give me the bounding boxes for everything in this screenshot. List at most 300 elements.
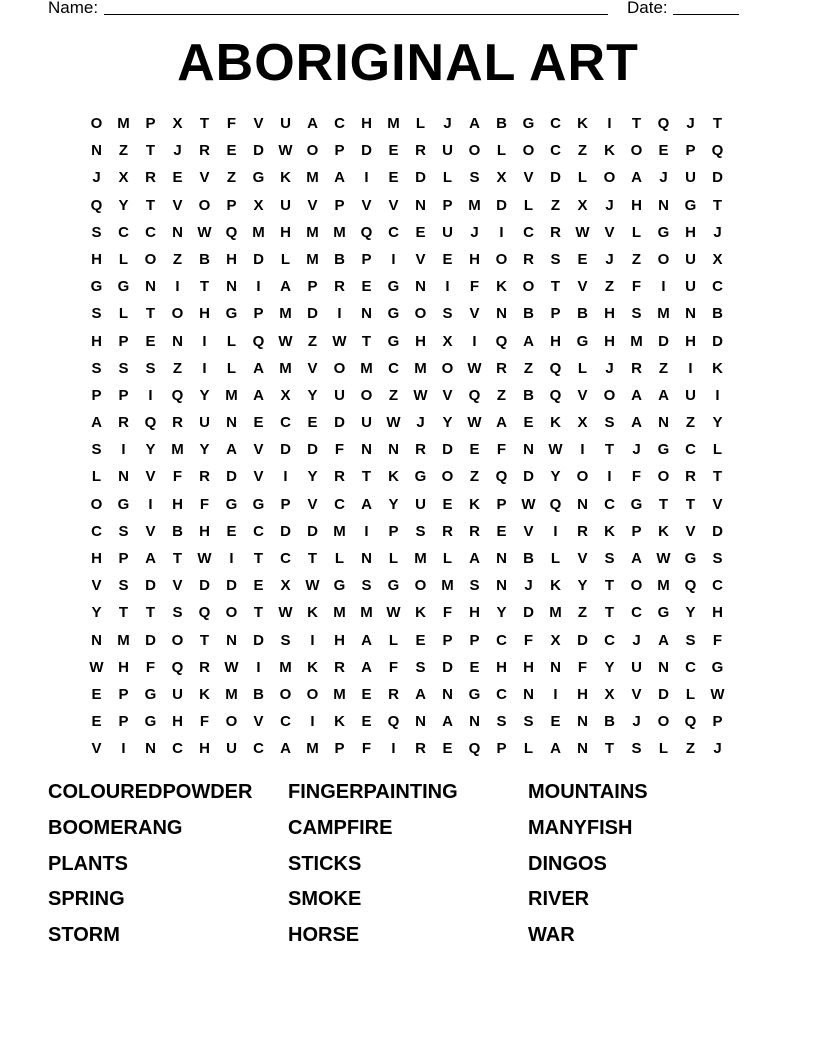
word-list-item: SMOKE <box>288 888 362 911</box>
grid-letter: L <box>118 305 129 323</box>
grid-letter: E <box>388 169 399 187</box>
grid-letter: L <box>334 550 345 567</box>
grid-letter: S <box>550 250 561 268</box>
grid-letter: D <box>280 441 291 459</box>
grid-letter: C <box>550 142 561 160</box>
grid-letter: I <box>391 740 396 758</box>
grid-letter: H <box>226 250 237 268</box>
grid-letter: Y <box>118 196 129 214</box>
grid-letter: C <box>631 604 642 622</box>
grid-letter: V <box>253 441 264 459</box>
grid-letter: N <box>118 468 129 486</box>
grid-letter: G <box>576 332 589 350</box>
grid-letter: T <box>604 441 615 459</box>
grid-letter: W <box>278 604 293 622</box>
grid-letter: D <box>253 631 264 649</box>
grid-letter: K <box>307 658 318 676</box>
grid-letter: A <box>361 495 372 513</box>
grid-letter: U <box>280 196 291 214</box>
grid-letter: V <box>91 577 102 595</box>
grid-letter: Q <box>387 713 400 731</box>
grid-letter: P <box>118 550 129 567</box>
grid-letter: W <box>656 550 671 567</box>
grid-letter: E <box>415 631 426 649</box>
word-list-item: STICKS <box>288 852 362 875</box>
grid-letter: N <box>91 142 102 160</box>
grid-letter: C <box>523 223 534 241</box>
grid-letter: T <box>145 604 156 622</box>
grid-letter: M <box>117 115 130 132</box>
grid-letter: F <box>469 278 480 296</box>
grid-letter: B <box>712 305 723 323</box>
grid-letter: U <box>415 495 426 513</box>
grid-letter: K <box>604 522 615 540</box>
grid-letter: Q <box>171 658 184 676</box>
grid-letter: E <box>226 142 237 160</box>
grid-letter: I <box>553 685 558 703</box>
grid-letter: D <box>253 142 264 160</box>
grid-letter: S <box>118 522 129 540</box>
grid-letter: E <box>226 522 237 540</box>
grid-letter: K <box>469 495 480 513</box>
grid-letter: L <box>496 142 507 160</box>
grid-letter: N <box>91 631 102 649</box>
grid-letter: P <box>442 196 453 214</box>
grid-letter: O <box>441 468 454 486</box>
grid-letter: I <box>310 713 315 731</box>
grid-letter: P <box>253 305 264 323</box>
grid-letter: D <box>145 631 156 649</box>
grid-letter: B <box>496 115 507 132</box>
date-label: Date: <box>627 0 668 17</box>
grid-letter: I <box>256 658 261 676</box>
grid-letter: G <box>387 332 400 350</box>
grid-letter: W <box>386 414 401 432</box>
grid-letter: G <box>144 685 157 703</box>
grid-letter: X <box>496 169 507 187</box>
grid-letter: Y <box>91 604 102 622</box>
grid-letter: K <box>712 359 723 377</box>
grid-letter: Q <box>171 386 184 404</box>
grid-letter: Z <box>172 359 183 377</box>
page-title: ABORIGINAL ART <box>177 34 639 92</box>
grid-letter: X <box>118 169 129 187</box>
grid-letter: K <box>415 604 426 622</box>
grid-letter: S <box>91 305 102 323</box>
grid-letter: G <box>252 495 265 513</box>
grid-letter: G <box>387 577 400 595</box>
grid-letter: M <box>333 223 346 241</box>
grid-letter: Z <box>658 359 669 377</box>
grid-letter: S <box>91 359 102 377</box>
grid-letter: U <box>685 278 696 296</box>
grid-letter: E <box>361 685 372 703</box>
grid-letter: M <box>360 604 373 622</box>
grid-letter: H <box>415 332 426 350</box>
grid-letter: U <box>280 115 291 132</box>
grid-letter: U <box>172 685 183 703</box>
grid-letter: O <box>90 115 103 132</box>
grid-letter: Y <box>550 468 561 486</box>
grid-letter: A <box>253 386 264 404</box>
grid-letter: Y <box>199 441 210 459</box>
grid-letter: W <box>332 332 347 350</box>
grid-letter: V <box>685 522 696 540</box>
grid-letter: G <box>468 685 481 703</box>
grid-letter: N <box>496 577 507 595</box>
grid-letter: O <box>576 468 589 486</box>
word-list-item: HORSE <box>288 924 360 947</box>
grid-letter: A <box>496 414 507 432</box>
grid-letter: A <box>550 740 561 758</box>
grid-letter: T <box>253 550 264 567</box>
grid-letter: U <box>631 658 642 676</box>
grid-letter: P <box>280 495 291 513</box>
grid-letter: M <box>306 223 319 241</box>
name-line[interactable] <box>104 14 608 15</box>
grid-letter: C <box>253 740 264 758</box>
grid-letter: E <box>145 332 156 350</box>
grid-letter: D <box>550 169 561 187</box>
grid-letter: M <box>306 250 319 268</box>
grid-letter: M <box>468 196 481 214</box>
grid-letter: C <box>604 631 615 649</box>
grid-letter: O <box>306 685 319 703</box>
grid-letter: I <box>499 223 504 241</box>
grid-letter: I <box>661 278 666 296</box>
date-line[interactable] <box>673 14 739 15</box>
grid-letter: B <box>172 522 183 540</box>
grid-letter: A <box>145 550 156 567</box>
grid-letter: N <box>550 658 561 676</box>
grid-letter: O <box>414 577 427 595</box>
grid-letter: O <box>657 713 670 731</box>
grid-letter: T <box>658 495 669 513</box>
grid-letter: J <box>632 713 641 731</box>
grid-letter: Y <box>307 386 318 404</box>
grid-letter: O <box>360 386 373 404</box>
grid-letter: T <box>199 278 210 296</box>
grid-letter: V <box>442 386 453 404</box>
grid-letter: V <box>253 468 264 486</box>
grid-letter: A <box>307 115 318 132</box>
grid-letter: Q <box>198 604 211 622</box>
grid-letter: C <box>253 522 264 540</box>
grid-letter: M <box>252 223 265 241</box>
grid-letter: S <box>280 631 291 649</box>
grid-letter: I <box>121 740 126 758</box>
grid-letter: K <box>307 604 318 622</box>
word-list-item: SPRING <box>48 888 125 911</box>
grid-letter: H <box>604 305 615 323</box>
grid-letter: R <box>550 223 561 241</box>
grid-letter: T <box>199 115 210 132</box>
grid-letter: N <box>658 414 669 432</box>
grid-letter: A <box>415 685 426 703</box>
grid-letter: S <box>631 305 642 323</box>
grid-letter: E <box>91 685 102 703</box>
grid-letter: M <box>117 631 130 649</box>
grid-letter: M <box>171 441 184 459</box>
grid-letter: V <box>577 386 588 404</box>
grid-letter: G <box>684 196 697 214</box>
grid-letter: S <box>91 223 102 241</box>
grid-letter: D <box>199 577 210 595</box>
grid-letter: G <box>333 577 346 595</box>
grid-letter: H <box>550 332 561 350</box>
grid-letter: F <box>631 468 642 486</box>
grid-letter: Z <box>469 468 480 486</box>
grid-letter: Y <box>145 441 156 459</box>
grid-letter: F <box>523 631 534 649</box>
grid-letter: R <box>334 658 345 676</box>
grid-letter: F <box>226 115 237 132</box>
grid-letter: H <box>685 223 696 241</box>
grid-letter: O <box>225 604 238 622</box>
grid-letter: G <box>711 658 724 676</box>
grid-letter: D <box>307 441 318 459</box>
grid-letter: D <box>253 250 264 268</box>
grid-letter: I <box>688 359 693 377</box>
grid-letter: I <box>715 386 720 404</box>
grid-letter: E <box>91 713 102 731</box>
grid-letter: R <box>442 522 453 540</box>
grid-letter: P <box>334 142 345 160</box>
grid-letter: R <box>388 685 399 703</box>
grid-letter: Y <box>199 386 210 404</box>
grid-letter: D <box>280 522 291 540</box>
grid-letter: G <box>522 115 535 132</box>
grid-letter: J <box>470 223 479 241</box>
grid-letter: N <box>226 631 237 649</box>
grid-letter: C <box>280 414 291 432</box>
grid-letter: P <box>631 522 642 540</box>
word-list <box>48 778 768 957</box>
grid-letter: O <box>630 142 643 160</box>
grid-letter: R <box>415 142 426 160</box>
grid-letter: R <box>334 278 345 296</box>
grid-letter: X <box>172 115 183 132</box>
grid-letter: P <box>550 305 561 323</box>
word-list-item: PLANTS <box>48 852 128 875</box>
grid-letter: K <box>334 713 345 731</box>
grid-letter: N <box>226 414 237 432</box>
grid-letter: A <box>442 713 453 731</box>
grid-letter: S <box>685 631 696 649</box>
grid-letter: T <box>604 740 615 758</box>
grid-letter: K <box>199 685 210 703</box>
grid-letter: D <box>712 522 723 540</box>
grid-letter: L <box>550 550 561 567</box>
grid-letter: H <box>280 223 291 241</box>
grid-letter: C <box>388 359 399 377</box>
grid-letter: L <box>91 468 102 486</box>
grid-letter: F <box>388 658 399 676</box>
grid-letter: L <box>226 359 237 377</box>
grid-letter: U <box>442 142 453 160</box>
grid-letter: R <box>685 468 696 486</box>
grid-letter: V <box>145 522 156 540</box>
grid-letter: N <box>415 713 426 731</box>
grid-letter: F <box>361 740 372 758</box>
grid-letter: E <box>388 142 399 160</box>
grid-letter: J <box>443 115 452 132</box>
grid-letter: O <box>522 142 535 160</box>
grid-letter: H <box>91 332 102 350</box>
letter-grid <box>83 110 733 763</box>
grid-letter: W <box>548 441 563 459</box>
grid-letter: Y <box>604 658 615 676</box>
grid-letter: R <box>334 468 345 486</box>
grid-letter: R <box>118 414 129 432</box>
grid-letter: A <box>361 631 372 649</box>
grid-letter: I <box>310 631 315 649</box>
grid-letter: E <box>253 414 264 432</box>
grid-letter: E <box>253 577 264 595</box>
grid-letter: H <box>91 250 102 268</box>
grid-letter: G <box>252 169 265 187</box>
grid-letter: V <box>712 495 723 513</box>
grid-letter: N <box>658 196 669 214</box>
grid-letter: R <box>199 142 210 160</box>
grid-letter: R <box>469 522 480 540</box>
grid-letter: M <box>360 359 373 377</box>
grid-letter: A <box>469 115 480 132</box>
grid-letter: D <box>226 468 237 486</box>
grid-letter: R <box>172 414 183 432</box>
grid-letter: C <box>172 740 183 758</box>
grid-letter: H <box>199 305 210 323</box>
grid-letter: J <box>686 115 695 132</box>
grid-letter: X <box>253 196 264 214</box>
grid-letter: W <box>224 658 239 676</box>
grid-letter: T <box>145 305 156 323</box>
grid-letter: T <box>550 278 561 296</box>
grid-letter: V <box>145 468 156 486</box>
grid-letter: O <box>495 250 508 268</box>
grid-letter: J <box>605 196 614 214</box>
grid-letter: N <box>496 305 507 323</box>
grid-letter: U <box>685 386 696 404</box>
grid-letter: V <box>307 196 318 214</box>
grid-letter: N <box>172 332 183 350</box>
grid-letter: N <box>469 713 480 731</box>
grid-letter: P <box>145 115 156 132</box>
grid-letter: D <box>145 577 156 595</box>
grid-letter: G <box>387 278 400 296</box>
grid-letter: V <box>631 685 642 703</box>
grid-letter: H <box>577 685 588 703</box>
word-list-item: FINGERPAINTING <box>288 781 458 803</box>
grid-letter: P <box>307 278 318 296</box>
grid-letter: C <box>685 441 696 459</box>
grid-letter: C <box>388 223 399 241</box>
grid-letter: O <box>333 359 346 377</box>
grid-letter: H <box>172 495 183 513</box>
grid-letter: A <box>469 550 480 567</box>
grid-letter: N <box>172 223 183 241</box>
grid-letter: D <box>658 685 669 703</box>
grid-letter: N <box>415 278 426 296</box>
grid-letter: C <box>685 658 696 676</box>
grid-letter: B <box>577 305 588 323</box>
grid-letter: W <box>521 495 536 513</box>
grid-letter: Q <box>360 223 373 241</box>
grid-letter: N <box>577 713 588 731</box>
grid-letter: I <box>472 332 477 350</box>
grid-letter: I <box>283 468 288 486</box>
grid-letter: N <box>523 441 534 459</box>
grid-letter: L <box>118 250 129 268</box>
grid-letter: T <box>118 604 129 622</box>
grid-letter: S <box>469 169 480 187</box>
grid-letter: K <box>280 169 291 187</box>
grid-letter: H <box>172 713 183 731</box>
grid-letter: O <box>522 278 535 296</box>
grid-letter: C <box>91 522 102 540</box>
grid-letter: P <box>496 495 507 513</box>
grid-letter: H <box>604 332 615 350</box>
grid-letter: B <box>523 305 534 323</box>
grid-letter: V <box>388 196 399 214</box>
name-label: Name: <box>48 0 99 17</box>
grid-letter: E <box>469 658 480 676</box>
grid-letter: Z <box>388 386 399 404</box>
grid-letter: V <box>253 115 264 132</box>
grid-letter: T <box>604 577 615 595</box>
grid-letter: Y <box>685 604 696 622</box>
grid-letter: K <box>496 278 507 296</box>
grid-letter: K <box>658 522 669 540</box>
grid-letter: F <box>199 495 210 513</box>
grid-letter: Y <box>496 604 507 622</box>
grid-letter: M <box>225 386 238 404</box>
grid-letter: F <box>442 604 453 622</box>
grid-letter: O <box>171 631 184 649</box>
grid-letter: C <box>712 577 723 595</box>
grid-letter: M <box>630 332 643 350</box>
word-list-item: CAMPFIRE <box>288 816 393 839</box>
grid-letter: A <box>253 359 264 377</box>
grid-letter: Z <box>523 359 534 377</box>
grid-letter: L <box>442 169 453 187</box>
grid-letter: V <box>307 495 318 513</box>
grid-letter: C <box>604 495 615 513</box>
grid-letter: E <box>577 250 588 268</box>
grid-letter: W <box>467 359 482 377</box>
grid-letter: V <box>307 359 318 377</box>
grid-letter: X <box>280 386 291 404</box>
grid-letter: Z <box>631 250 642 268</box>
grid-letter: U <box>685 250 696 268</box>
grid-letter: S <box>604 414 615 432</box>
grid-letter: V <box>523 522 534 540</box>
grid-letter: R <box>496 359 507 377</box>
grid-letter: I <box>553 522 558 540</box>
grid-letter: L <box>658 740 669 758</box>
grid-letter: A <box>91 414 102 432</box>
grid-letter: O <box>603 386 616 404</box>
grid-letter: C <box>334 495 345 513</box>
grid-letter: Q <box>468 386 481 404</box>
grid-letter: G <box>225 305 238 323</box>
grid-letter: O <box>90 495 103 513</box>
grid-letter: C <box>280 713 291 731</box>
grid-letter: M <box>279 658 292 676</box>
grid-letter: H <box>469 604 480 622</box>
grid-letter: V <box>523 169 534 187</box>
grid-letter: N <box>388 441 399 459</box>
